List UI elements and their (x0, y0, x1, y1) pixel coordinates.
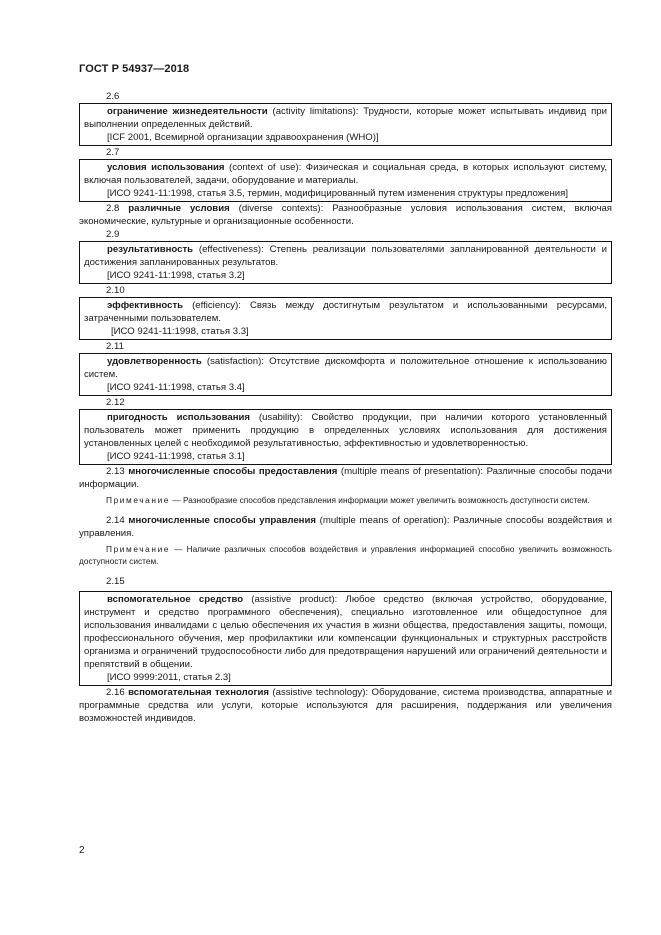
definition: (multiple means of presentation): Различные способы подачи информации. (79, 466, 612, 490)
definition-paragraph (79, 514, 612, 540)
term: результативность (107, 244, 194, 255)
entry-number: 2.13 (106, 466, 125, 477)
source-reference: [ИСО 9241-11:1998, статья 3.4] (107, 382, 245, 393)
source-reference: [ИСО 9241-11:1998, статья 3.3] (111, 326, 249, 337)
term: вспомогательная технология (128, 687, 269, 698)
entry-number: 2.7 (106, 147, 120, 158)
document-header: ГОСТ Р 54937—2018 (79, 63, 190, 75)
definition-text (84, 593, 607, 671)
note-text: — Наличие различных способов воздействия и управления информацией способно увеличить возможность доступности систем. (79, 544, 612, 566)
entry-number: 2.10 (106, 285, 125, 296)
term: вспомогательное средство (107, 594, 244, 605)
entry-number: 2.11 (106, 341, 124, 352)
term: удовлетворенность (107, 356, 202, 367)
definition: (efficiency): Связь между достигнутым результатом и использованными ресурсами, затраченными пользователем. (84, 300, 607, 324)
definition: (diverse contexts): Разнообразные условия использования систем, включая экономические, культурные и организационные особенности. (79, 203, 612, 227)
term: различные условия (128, 203, 230, 214)
source-reference: [ИСО 9999:2011, статья 2.3] (107, 672, 231, 683)
definition-text (84, 411, 607, 450)
definition-box (79, 241, 612, 284)
note (79, 494, 612, 506)
definition-text (84, 161, 607, 187)
definition-paragraph (79, 202, 612, 228)
document-body (79, 90, 612, 725)
term: ограничение жизнедеятельности (107, 106, 268, 117)
definition: (satisfaction): Отсутствие дискомфорта и положительное отношение к использованию систем. (84, 356, 607, 380)
source-reference: [ИСО 9241-11:1998, статья 3.1] (107, 451, 245, 462)
note-label: Примечание (106, 495, 171, 505)
definition-box (79, 103, 612, 146)
definition: (context of use): Физическая и социальная среда, в которых используют систему, включая пользователей, задачи, оборудование и материалы. (84, 162, 608, 186)
definition: (effectiveness): Степень реализации пользователями запланированной деятельности и достижения запланированных результатов. (84, 244, 607, 268)
definition-paragraph (79, 465, 612, 491)
term: условия использования (107, 162, 225, 173)
definition-paragraph (79, 686, 612, 725)
definition-text (84, 355, 607, 381)
entry-number: 2.6 (106, 91, 120, 102)
entry-number: 2.15 (106, 576, 125, 587)
entry-number: 2.8 (106, 203, 120, 214)
definition-text (84, 243, 607, 269)
source-reference: [ИСО 9241-11:1998, статья 3.2] (107, 270, 245, 281)
definition-text (84, 299, 607, 325)
definition-box (79, 159, 612, 202)
term: многочисленные способы предоставления (128, 466, 338, 477)
note-text: — Разнообразие способов представления информации может увеличить возможность доступности систем. (170, 495, 590, 505)
source-reference: [ICF 2001, Всемирной организации здравоохранения (WHO)] (107, 132, 379, 143)
definition-box (79, 591, 612, 686)
definition-box (79, 353, 612, 396)
definition-text (84, 105, 607, 131)
definition: (assistive technology): Оборудование, система производства, аппаратные и программные средства или услуги, которые используются для расширения, поддержания или увеличения возможностей индивидов. (79, 687, 612, 724)
page-number: 2 (79, 845, 85, 856)
definition-box (79, 297, 612, 340)
term: эффективность (107, 300, 184, 311)
definition: (activity limitations): Трудности, которые может испытывать индивид при выполнении определенных действий. (84, 106, 607, 130)
term: многочисленные способы управления (128, 515, 316, 526)
entry-number: 2.12 (106, 397, 125, 408)
entry-number: 2.14 (106, 515, 125, 526)
entry-number: 2.16 (106, 687, 125, 698)
definition: (usability): Свойство продукции, при наличии которого установленный пользователь может применить продукцию в определенных условиях использования для достижения установленных целей с необходимой результативностью, эффективностью и удовлетворенностью. (84, 412, 607, 449)
source-reference: [ИСО 9241-11:1998, статья 3.5, термин, модифицированный путем изменения структуры предложения] (107, 188, 568, 199)
definition-box (79, 409, 612, 465)
term: пригодность использования (107, 412, 251, 423)
note-label: Примечание (106, 544, 171, 554)
entry-number: 2.9 (106, 229, 120, 240)
definition: (assistive product): Любое средство (включая устройство, оборудование, инструмент и средство программного обеспечения), специально изготовленное или общедоступное для использования инвалидами с целью обеспечения их участия в жизни общества, предоставления защиты, помощи, профессионального обучения, мер профилактики или компенсации функциональных и структурных расстройств организма и ограничений трудоспособности либо для предотвращения нарушений или ограничений деятельности и препятствий в общении. (84, 594, 607, 670)
note (79, 543, 612, 567)
definition: (multiple means of operation): Различные способы воздействия и управления. (79, 515, 613, 539)
